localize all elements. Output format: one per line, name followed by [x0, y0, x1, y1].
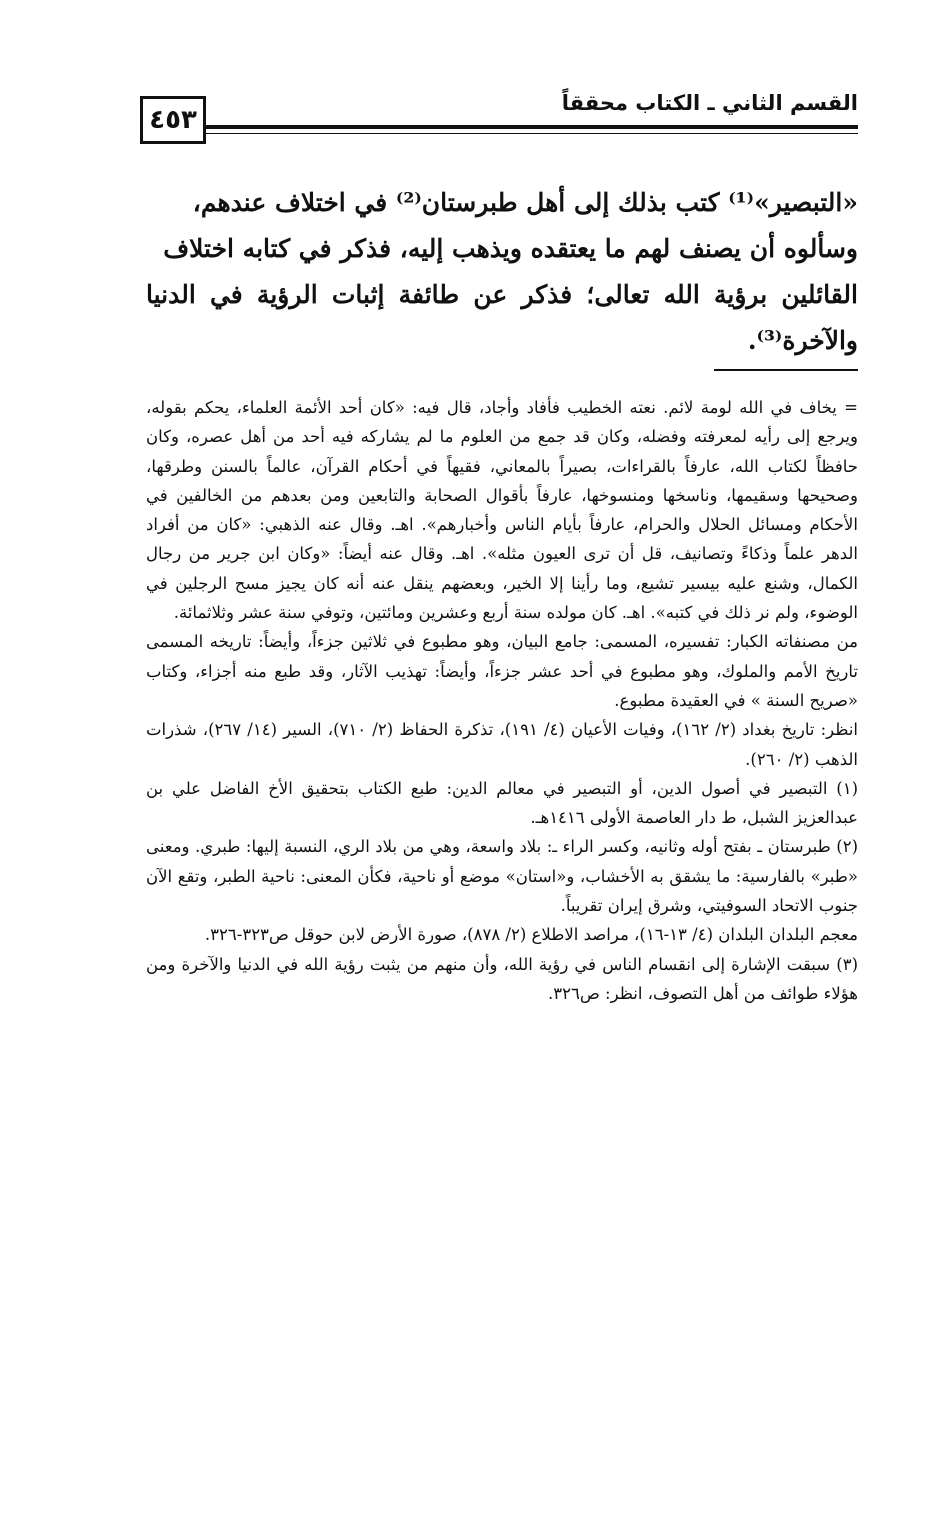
header-rule-thin [204, 133, 858, 134]
footnote-separator [714, 369, 858, 371]
main-text-line: وسألوه أن يصنف لهم ما يعتقده ويذهب إليه، فذكر في كتابه اختلاف [163, 234, 858, 263]
footnote-2: (٢) طبرستان ـ بفتح أوله وثانيه، وكسر الراء ـ: بلاد واسعة، وهي من بلاد الري، النسبة إليها: طبري. ومعنى «طبر» بالفارسية: ما يشقق به الأخشاب، و«استان» موضع أو ناحية، فكأن المعنى: ناحية الطبر، وتقع الآن جنوب الاتحاد السوفيتي، وشرق إيران تقريباً. [146, 837, 858, 916]
main-text [146, 180, 858, 364]
footnote-sources: انظر: تاريخ بغداد (٢/ ١٦٢)، وفيات الأعيان (٤/ ١٩١)، تذكرة الحفاظ (٢/ ٧١٠)، السير (١٤/ ٢٦٧)، شذرات الذهب (٢/ ٢٦٠). [146, 720, 858, 769]
header-rule [204, 125, 858, 129]
main-text-line: «التبصير»⁽¹⁾ كتب بذلك إلى أهل طبرستان⁽²⁾ في اختلاف عندهم، [192, 188, 858, 217]
main-text-line: القائلين برؤية الله تعالى؛ فذكر عن طائفة إثبات الرؤية في الدنيا والآخرة⁽³⁾. [146, 280, 858, 355]
page-number: ٤٥٣ [140, 96, 206, 144]
footnotes [146, 393, 858, 1008]
footnote-2-sources: معجم البلدان البلدان (٤/ ١٣-١٦)، مراصد الاطلاع (٢/ ٨٧٨)، صورة الأرض لابن حوقل ص٣٢٣-٣٢٦. [204, 925, 858, 945]
footnote-3: (٣) سبقت الإشارة إلى انقسام الناس في رؤية الله، وأن منهم من يثبت رؤية الله في الدنيا والآخرة ومن هؤلاء طوائف من أهل التصوف، انظر: ص٣٢٦. [146, 954, 858, 1003]
footnote-1: (١) التبصير في أصول الدين، أو التبصير في معالم الدين: طبع الكتاب بتحقيق الأخ الفاضل علي بن عبدالعزيز الشبل، ط دار العاصمة الأولى ١٤١٦هـ. [146, 778, 858, 828]
footnote-continuation: = يخاف في الله لومة لائم. نعته الخطيب فأفاد وأجاد، قال فيه: «كان أحد الأئمة العلماء، يحكم بقوله، ويرجع إلى رأيه لمعرفته وفضله، وكان قد جمع من العلوم ما لم يشاركه فيه أحد من أهل عصره، وكان حافظاً لكتاب الله، عارفاً بالقراءات، بصيراً بالمعاني، فقيهاً في أحكام القرآن، عالماً بالسنن وطرقها، وصحيحها وسقيمها، وناسخها ومنسوخها، عارفاً بأقوال الصحابة والتابعين ومن بعدهم من الخالفين في الأحكام ومسائل الحلال والحرام، عارفاً بأيام الناس وأخبارهم». اهـ. وقال عنه الذهبي: «كان من أفراد الدهر علماً وذكاءً وتصانيف، قل أن ترى العيون مثله». اهـ. وقال عنه أيضاً: «وكان ابن جرير من رجال الكمال، وشنع عليه بيسير تشيع، وما رأينا إلا الخير، وبعضهم ينقل عنه أنه كان يجيز مسح الرجلين في الوضوء، ولم نر ذلك في كتبه». اهـ. كان مولده سنة أربع وعشرين ومائتين، وتوفي سنة عشر وثلاثمائة. [146, 398, 858, 623]
footnote-works: من مصنفاته الكبار: تفسيره، المسمى: جامع البيان، وهو مطبوع في ثلاثين جزءاً، وأيضاً: تاريخه المسمى تاريخ الأمم والملوك، وهو مطبوع في أحد عشر جزءاً، وأيضاً: تهذيب الآثار، وقد طبع منه أجزاء، وكتاب «صريح السنة » في العقيدة مطبوع. [146, 632, 858, 710]
running-title: القسم الثاني ـ الكتاب محققاً [561, 91, 858, 115]
